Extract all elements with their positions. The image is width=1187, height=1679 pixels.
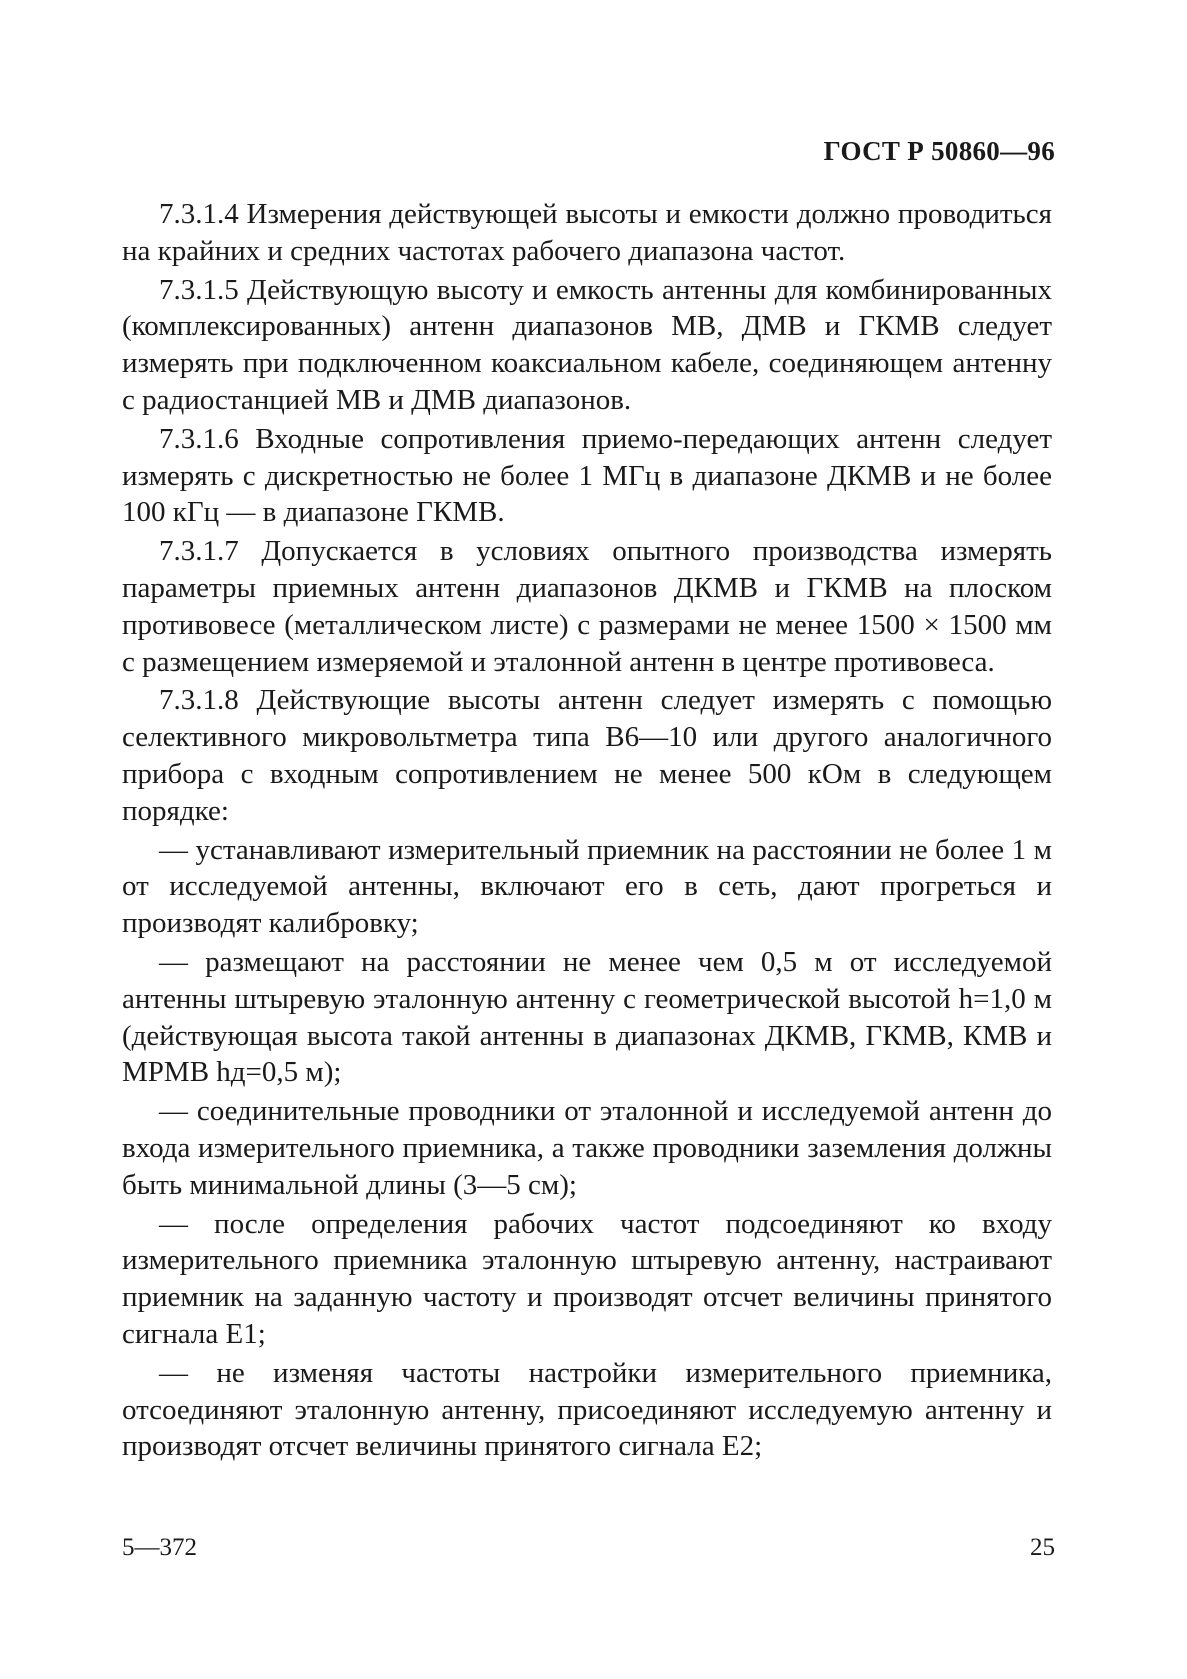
list-item: — соединительные проводники от эталонной и исследуемой антенн до входа измерительного приемника, а также проводники заземления должны быть минимальной длины (3—5 см);	[122, 1095, 1052, 1201]
body-text	[122, 196, 1052, 1467]
paragraph-7-3-1-5: 7.3.1.5 Действующую высоту и емкость антенны для комбинированных (комплексированных) антенн диапазонов МВ, ДМВ и ГКМВ следует измерять при подключенном коаксиальном кабеле, соединяющем антенну с радиостанцией МВ и ДМВ диапазонов.	[122, 273, 1052, 416]
paragraph-7-3-1-7: 7.3.1.7 Допускается в условиях опытного производства измерять параметры приемных антенн диапазонов ДКМВ и ГКМВ на плоском противовесе (металлическом листе) с размерами не менее 1500 × 1500 мм с размещением измеряемой и эталонной антенн в центре противовеса.	[122, 535, 1052, 678]
page-number: 25	[1030, 1534, 1055, 1561]
paragraph-7-3-1-4: 7.3.1.4 Измерения действующей высоты и емкости должно проводиться на крайних и средних частотах рабочего диапазона частот.	[122, 198, 1052, 267]
list-item: — не изменяя частоты настройки измерительного приемника, отсоединяют эталонную антенну, присоединяют исследуемую антенну и производят отсчет величины принятого сигнала E2;	[122, 1356, 1052, 1463]
list-item: — устанавливают измерительный приемник на расстоянии не более 1 м от исследуемой антенны, включают его в сеть, дают прогреться и производят калибровку;	[122, 833, 1052, 940]
footer-code: 5—372	[122, 1534, 197, 1561]
paragraph-7-3-1-6: 7.3.1.6 Входные сопротивления приемо-передающих антенн следует измерять с дискретностью не более 1 МГц в диапазоне ДКМВ и не более 100 кГц — в диапазоне ГКМВ.	[122, 422, 1052, 529]
list-item: — после определения рабочих частот подсоединяют ко входу измерительного приемника эталонную штыревую антенну, настраивают приемник на заданную частоту и производят отсчет величины принятого сигнала E1;	[122, 1207, 1052, 1350]
paragraph-7-3-1-8: 7.3.1.8 Действующие высоты антенн следует измерять с помощью селективного микровольтметра типа В6—10 или другого аналогичного прибора с входным сопротивлением не менее 500 кОм в следующем порядке:	[122, 684, 1052, 827]
standard-header: ГОСТ Р 50860—96	[823, 136, 1055, 166]
list-item: — размещают на расстоянии не менее чем 0,5 м от исследуемой антенны штыревую эталонную антенну с геометрической высотой h=1,0 м (действующая высота такой антенны в диапазонах ДКМВ, ГКМВ, КМВ и МРМВ hд=0,5 м);	[122, 945, 1052, 1089]
